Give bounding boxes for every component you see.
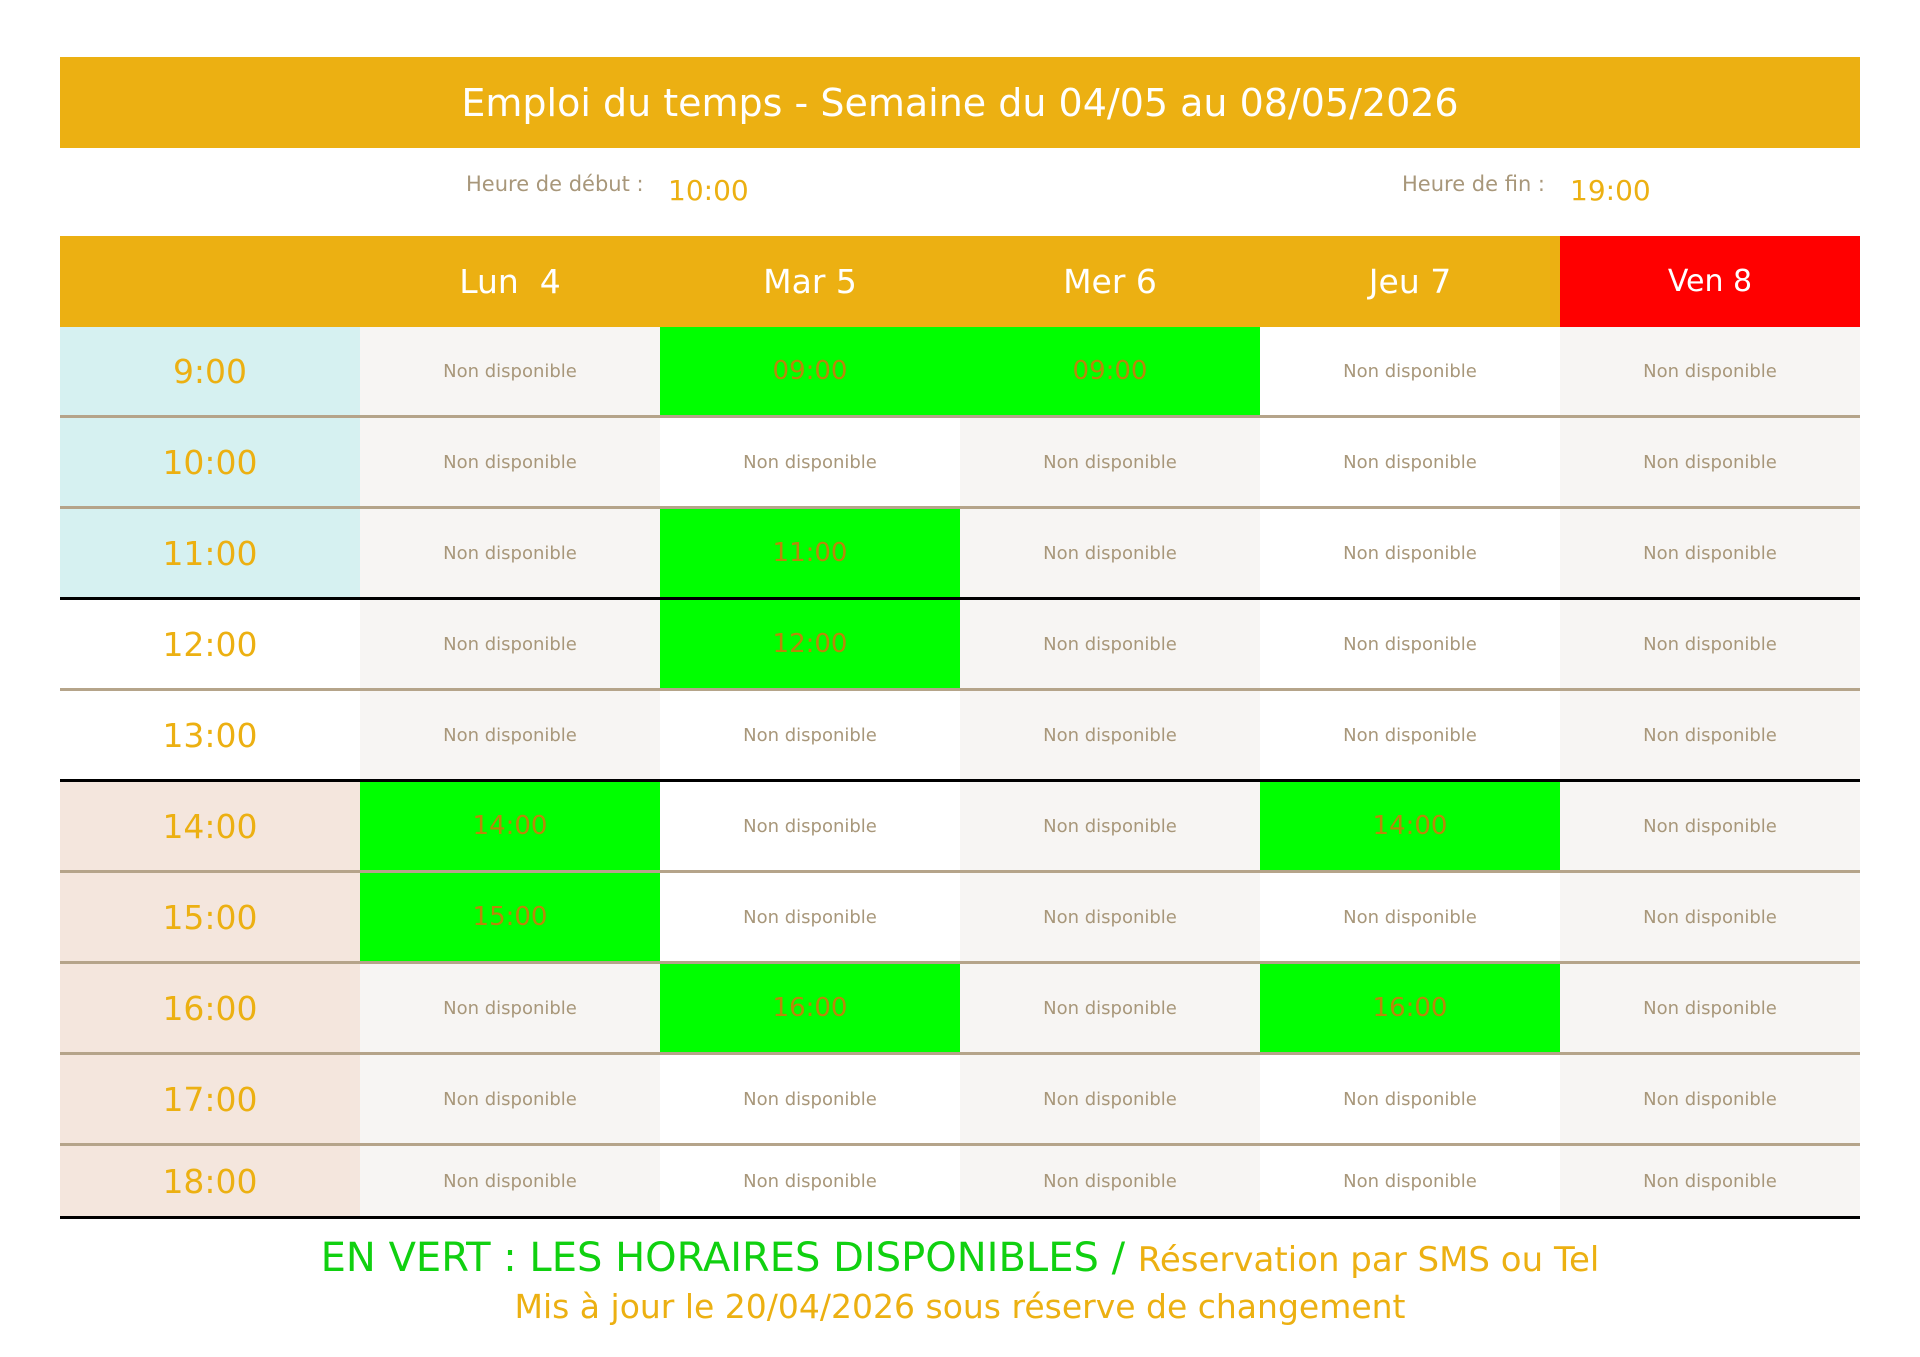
unavailable-slot: Non disponible [660,873,960,961]
day-header-wed: Mer 6 [960,236,1260,327]
time-slot-label: 14:00 [60,782,360,870]
time-slot-label: 16:00 [60,964,360,1052]
time-slot-label: 17:00 [60,1055,360,1143]
unavailable-slot: Non disponible [1560,964,1860,1052]
table-row [60,873,1860,964]
unavailable-slot: Non disponible [660,1055,960,1143]
available-slot[interactable]: 09:00 [960,327,1260,415]
available-slot[interactable]: 16:00 [1260,964,1560,1052]
time-slot-label: 13:00 [60,691,360,779]
end-hour-label: Heure de fin : [1402,172,1546,196]
unavailable-slot: Non disponible [960,964,1260,1052]
start-hour-label: Heure de début : [466,172,644,196]
table-row [60,691,1860,782]
available-slot[interactable]: 11:00 [660,509,960,597]
unavailable-slot: Non disponible [1560,327,1860,415]
available-slot[interactable]: 12:00 [660,600,960,688]
unavailable-slot: Non disponible [660,1146,960,1216]
day-header-row [60,236,1860,327]
time-slot-label: 12:00 [60,600,360,688]
unavailable-slot: Non disponible [360,1055,660,1143]
schedule-page [60,57,1860,1326]
time-slot-label: 10:00 [60,418,360,506]
time-slot-label: 15:00 [60,873,360,961]
unavailable-slot: Non disponible [660,782,960,870]
unavailable-slot: Non disponible [1260,600,1560,688]
unavailable-slot: Non disponible [1260,1055,1560,1143]
unavailable-slot: Non disponible [1560,1055,1860,1143]
unavailable-slot: Non disponible [1260,418,1560,506]
hours-bar [60,148,1860,236]
day-header-fri: Ven 8 [1560,236,1860,327]
unavailable-slot: Non disponible [1560,1146,1860,1216]
unavailable-slot: Non disponible [960,1055,1260,1143]
available-slot[interactable]: 14:00 [1260,782,1560,870]
legend-reservation-text: Réservation par SMS ou Tel [1137,1240,1600,1280]
available-slot[interactable]: 15:00 [360,873,660,961]
unavailable-slot: Non disponible [360,691,660,779]
time-slot-label: 11:00 [60,509,360,597]
unavailable-slot: Non disponible [360,600,660,688]
unavailable-slot: Non disponible [1560,418,1860,506]
unavailable-slot: Non disponible [1260,509,1560,597]
unavailable-slot: Non disponible [960,418,1260,506]
unavailable-slot: Non disponible [1560,691,1860,779]
unavailable-slot: Non disponible [960,1146,1260,1216]
unavailable-slot: Non disponible [1260,1146,1560,1216]
end-hour-value: 19:00 [1570,174,1651,207]
unavailable-slot: Non disponible [1260,873,1560,961]
unavailable-slot: Non disponible [960,691,1260,779]
unavailable-slot: Non disponible [960,873,1260,961]
update-notice: Mis à jour le 20/04/2026 sous réserve de changement [514,1287,1406,1326]
table-row [60,600,1860,691]
table-row [60,509,1860,600]
unavailable-slot: Non disponible [360,327,660,415]
unavailable-slot: Non disponible [960,509,1260,597]
unavailable-slot: Non disponible [1260,327,1560,415]
unavailable-slot: Non disponible [1260,691,1560,779]
day-header-tue: Mar 5 [660,236,960,327]
unavailable-slot: Non disponible [360,964,660,1052]
table-row [60,782,1860,873]
table-row [60,418,1860,509]
unavailable-slot: Non disponible [1560,600,1860,688]
unavailable-slot: Non disponible [360,418,660,506]
schedule-title: Emploi du temps - Semaine du 04/05 au 08/05/2026 [60,57,1860,148]
legend [60,1235,1860,1281]
unavailable-slot: Non disponible [1560,509,1860,597]
unavailable-slot: Non disponible [360,509,660,597]
day-header-thu: Jeu 7 [1260,236,1560,327]
unavailable-slot: Non disponible [960,782,1260,870]
table-row [60,327,1860,418]
unavailable-slot: Non disponible [1560,873,1860,961]
available-slot[interactable]: 09:00 [660,327,960,415]
start-hour-value: 10:00 [668,174,749,207]
schedule-grid [60,327,1860,1219]
available-slot[interactable]: 14:00 [360,782,660,870]
unavailable-slot: Non disponible [660,418,960,506]
time-slot-label: 9:00 [60,327,360,415]
time-slot-label: 18:00 [60,1146,360,1216]
table-row [60,1055,1860,1146]
unavailable-slot: Non disponible [660,691,960,779]
unavailable-slot: Non disponible [1560,782,1860,870]
day-header-mon: Lun 4 [360,236,660,327]
unavailable-slot: Non disponible [360,1146,660,1216]
header-corner [60,236,360,327]
table-row [60,964,1860,1055]
table-row [60,1146,1860,1219]
legend-available-text: EN VERT : LES HORAIRES DISPONIBLES / [320,1235,1126,1281]
unavailable-slot: Non disponible [960,600,1260,688]
available-slot[interactable]: 16:00 [660,964,960,1052]
